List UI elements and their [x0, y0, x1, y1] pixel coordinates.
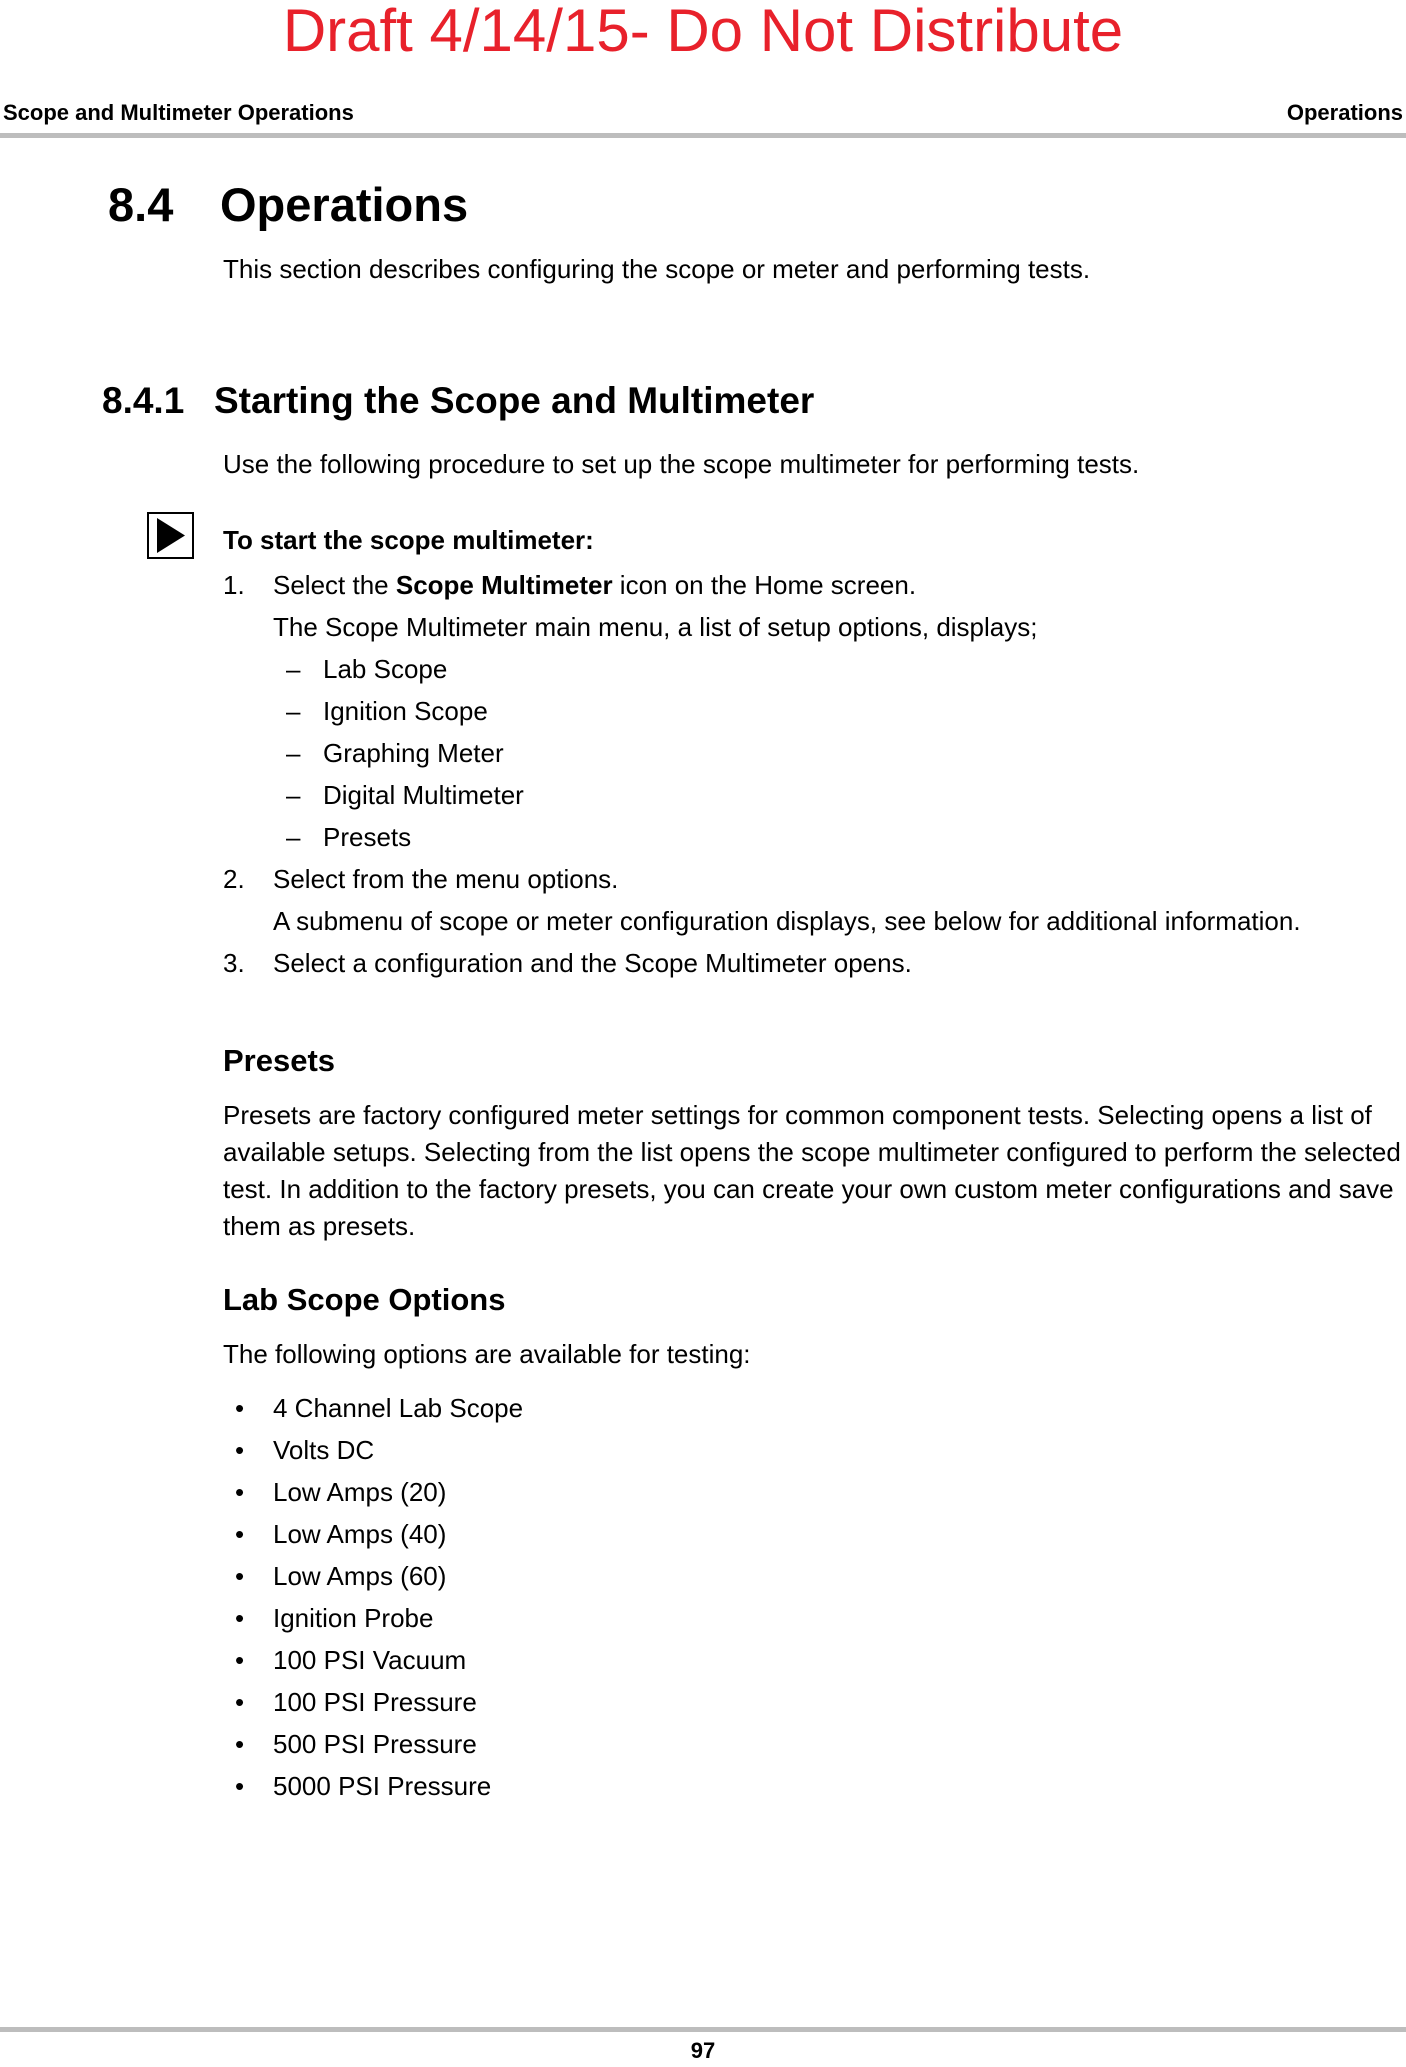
step-text: Select from the menu options. [273, 864, 619, 894]
list-item [286, 816, 1301, 858]
step-note [273, 900, 1301, 942]
running-header-left: Scope and Multimeter Operations [3, 100, 354, 125]
header-rule [0, 133, 1406, 138]
subsection-number: 8.4.1 [102, 380, 185, 421]
option-label: 100 PSI Vacuum [273, 1645, 467, 1675]
dash-bullet: – [286, 822, 301, 852]
bullet: • [235, 1477, 245, 1507]
bullet: • [235, 1603, 245, 1633]
draft-watermark: Draft 4/14/15- Do Not Distribute [282, 0, 1124, 64]
lab-scope-options-list [235, 1387, 524, 1807]
list-item [286, 732, 1301, 774]
step-note-text: A submenu of scope or meter configuration displays, see below for additional information. [273, 906, 1301, 936]
list-item [235, 1597, 523, 1639]
option-label: Presets [323, 822, 412, 852]
step-number: 2. [223, 864, 245, 894]
option-label: Graphing Meter [323, 738, 504, 768]
step-text-end: icon on the Home screen. [612, 570, 917, 600]
option-label: Lab Scope [323, 654, 448, 684]
footer-rule [0, 2027, 1406, 2032]
bullet: • [235, 1645, 245, 1675]
list-item [235, 1681, 523, 1723]
dash-bullet: – [286, 696, 301, 726]
running-header-right: Operations [1286, 100, 1403, 125]
list-item [235, 1429, 523, 1471]
menu-options-list [273, 648, 1301, 858]
procedure-arrow-icon [147, 512, 194, 559]
list-item [235, 1723, 523, 1765]
step-number: 1. [223, 570, 245, 600]
procedure-steps [223, 564, 1301, 984]
bullet: • [235, 1687, 245, 1717]
lab-scope-intro: The following options are available for testing: [223, 1339, 751, 1369]
option-label: Low Amps (20) [273, 1477, 447, 1507]
step-note-text: The Scope Multimeter main menu, a list of setup options, displays; [273, 612, 1038, 642]
subsection-intro: Use the following procedure to set up the scope multimeter for performing tests. [223, 449, 1140, 479]
step-note [273, 606, 1301, 648]
option-label: 5000 PSI Pressure [273, 1771, 492, 1801]
procedure-title: To start the scope multimeter: [223, 525, 594, 555]
section-title: Operations [220, 178, 469, 231]
option-label: 100 PSI Pressure [273, 1687, 477, 1717]
list-item [235, 1639, 523, 1681]
procedure-step [223, 858, 1301, 900]
dash-bullet: – [286, 654, 301, 684]
option-label: Ignition Probe [273, 1603, 434, 1633]
bullet: • [235, 1561, 245, 1591]
bullet: • [235, 1771, 245, 1801]
list-item [235, 1471, 523, 1513]
section-number: 8.4 [108, 178, 174, 231]
option-list-container [273, 648, 1301, 858]
option-label: Digital Multimeter [323, 780, 524, 810]
bullet: • [235, 1435, 245, 1465]
option-label: Volts DC [273, 1435, 375, 1465]
bullet: • [235, 1393, 245, 1423]
bullet: • [235, 1519, 245, 1549]
option-label: Low Amps (60) [273, 1561, 447, 1591]
section-intro: This section describes configuring the scope or meter and performing tests. [223, 254, 1091, 284]
option-label: Low Amps (40) [273, 1519, 447, 1549]
step-number: 3. [223, 948, 245, 978]
lab-scope-heading: Lab Scope Options [223, 1282, 506, 1317]
step-text: Select the [273, 570, 396, 600]
scope-multimeter-term: Scope Multimeter [395, 570, 613, 600]
dash-bullet: – [286, 780, 301, 810]
list-item [235, 1765, 523, 1807]
option-label: Ignition Scope [323, 696, 488, 726]
page-number: 97 [690, 2038, 716, 2063]
list-item [286, 690, 1301, 732]
bullet: • [235, 1729, 245, 1759]
section-heading [108, 177, 468, 232]
option-label: 4 Channel Lab Scope [273, 1393, 524, 1423]
presets-body: Presets are factory configured meter settings for common component tests. Selecting opens a list of available setups. Selecting from the list opens the scope multimeter configured to perform the selected test. In addition to the factory presets, you can create your own custom meter configurations and save them as presets. [223, 1100, 1401, 1241]
procedure-step [223, 564, 1301, 606]
subsection-title: Starting the Scope and Multimeter [214, 380, 815, 421]
procedure-step [223, 942, 1301, 984]
presets-heading: Presets [223, 1043, 336, 1078]
subsection-heading [102, 380, 814, 422]
step-text: Select a configuration and the Scope Multimeter opens. [273, 948, 912, 978]
dash-bullet: – [286, 738, 301, 768]
list-item [235, 1555, 523, 1597]
list-item [286, 774, 1301, 816]
list-item [235, 1513, 523, 1555]
list-item [235, 1387, 524, 1429]
list-item [286, 648, 1301, 690]
option-label: 500 PSI Pressure [273, 1729, 477, 1759]
